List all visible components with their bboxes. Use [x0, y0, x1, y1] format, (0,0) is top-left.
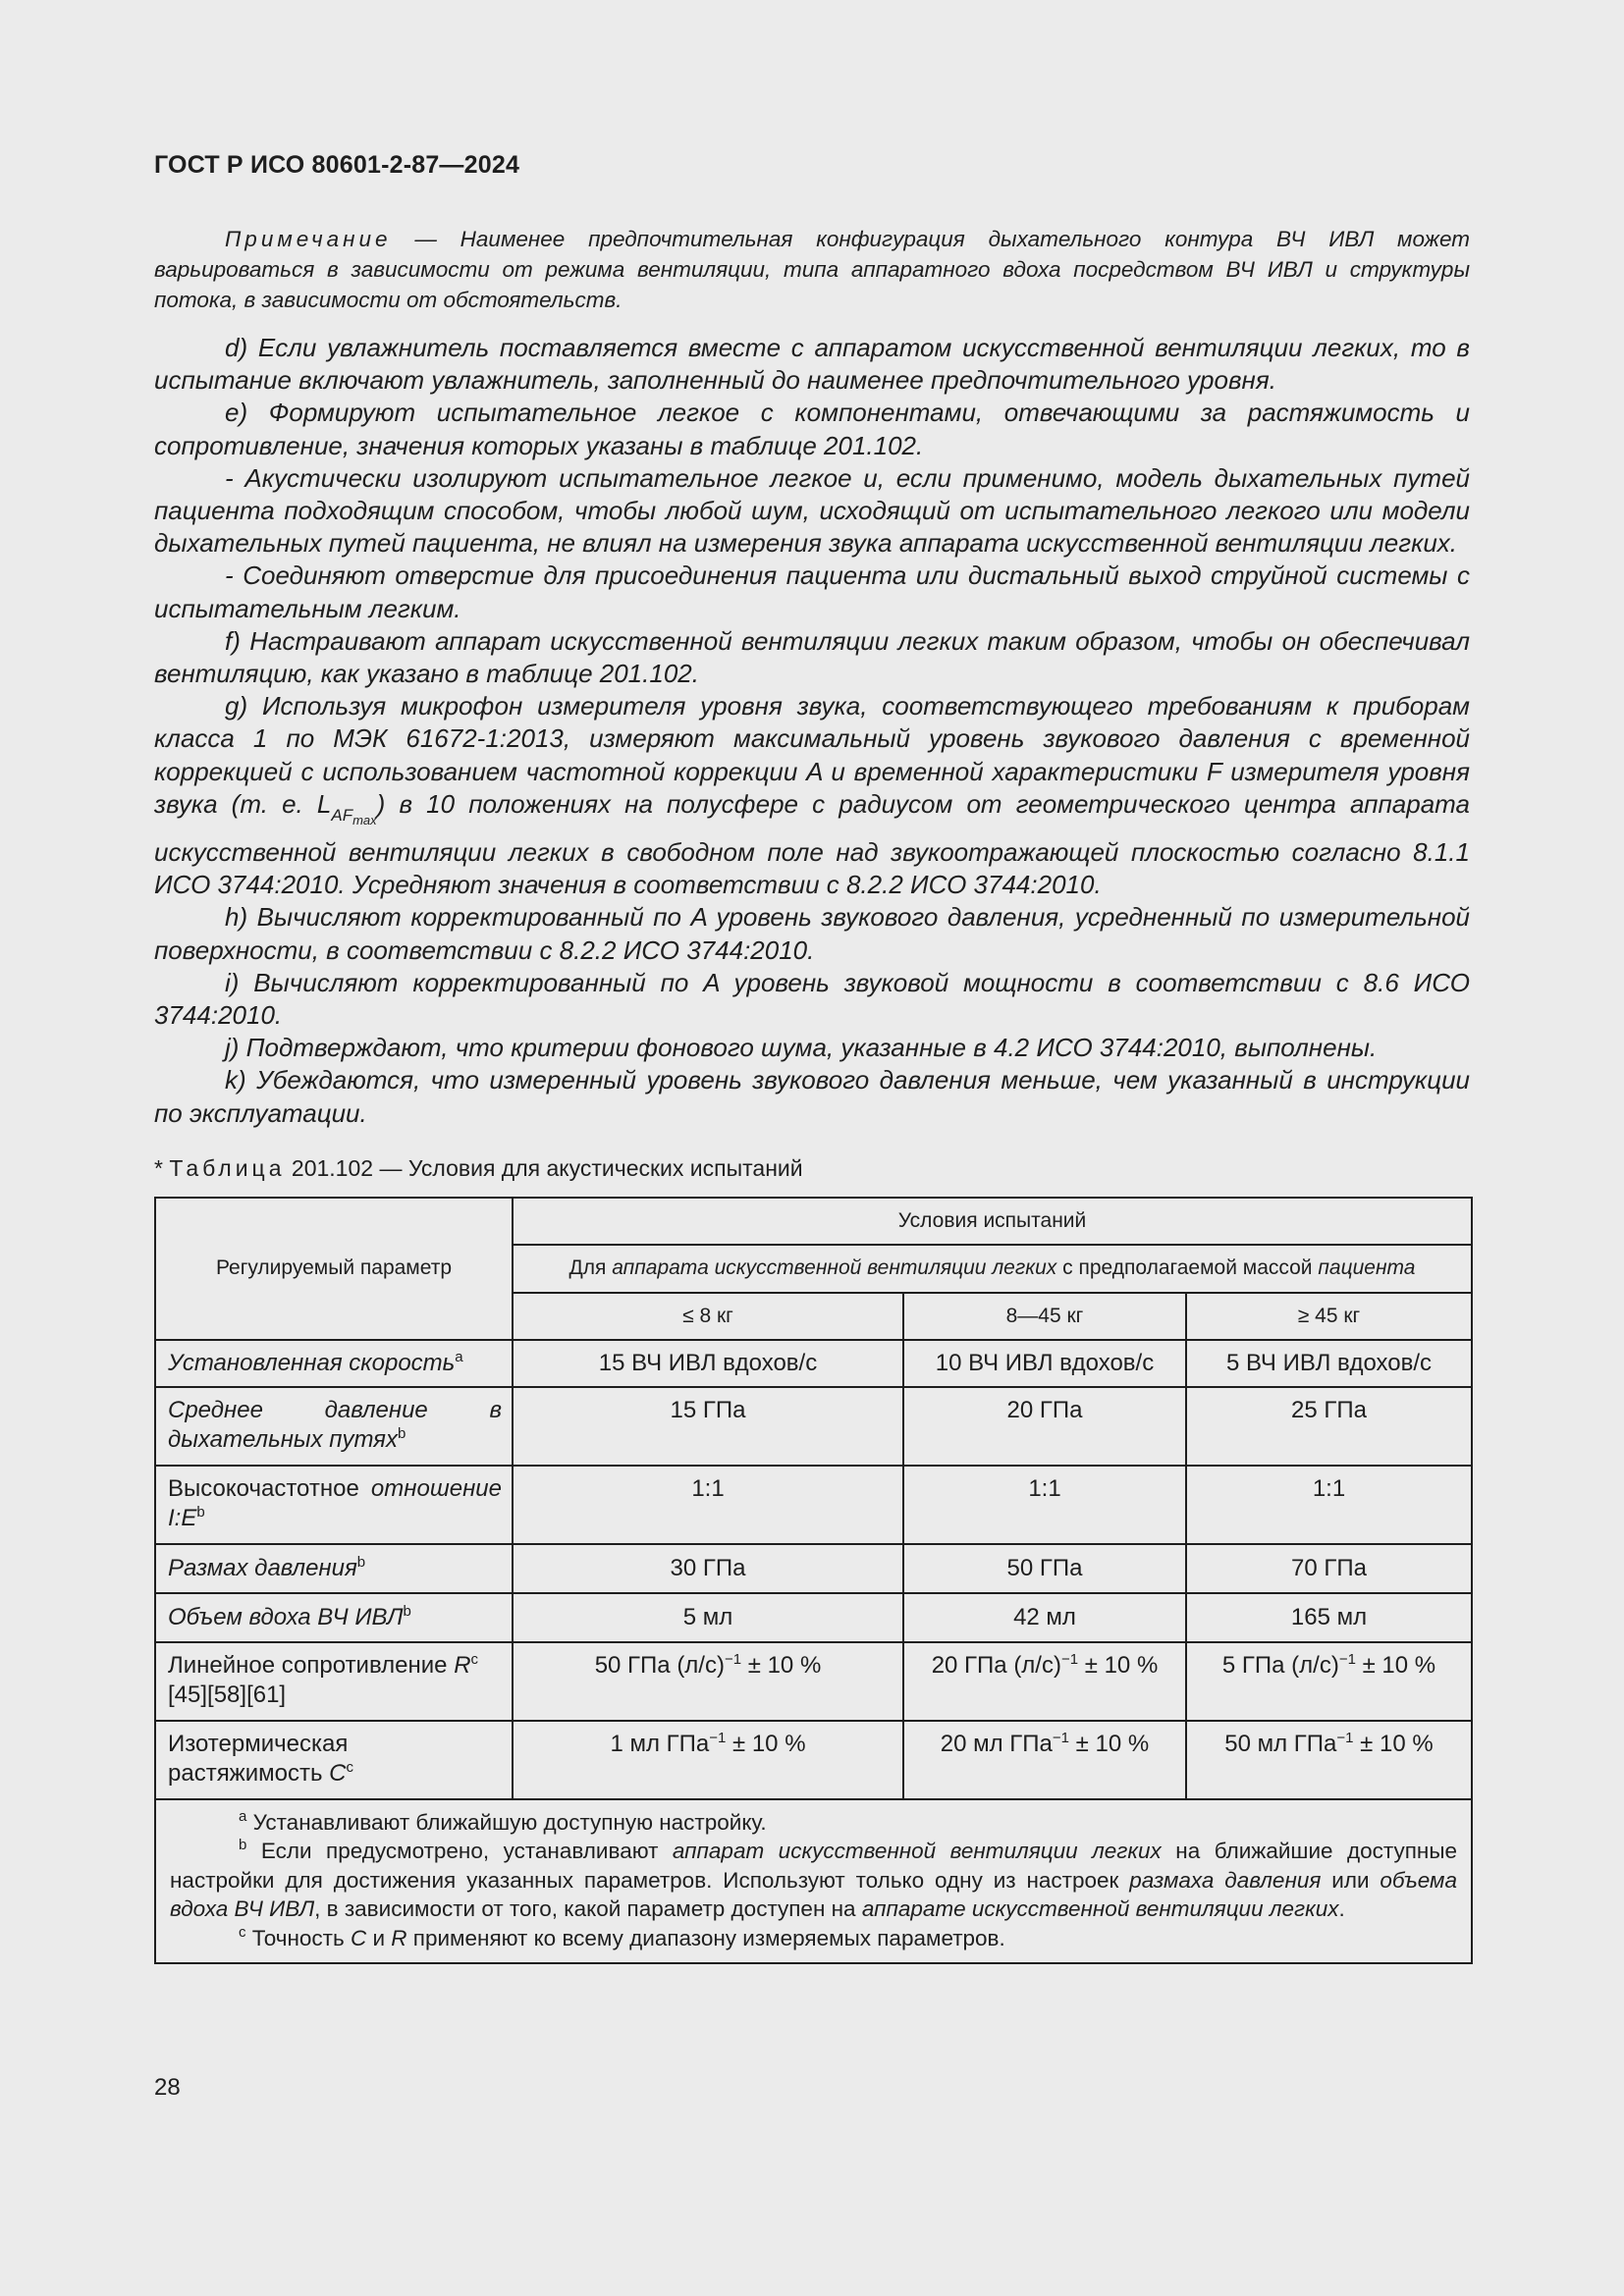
paragraph-isolate: - Акустически изолируют испытательное легкое и, если применимо, модель дыхательных путей пациента подходящим способом, чтобы любой шум, исходящий от испытательного легкого или модели дыхательных путей пациента, не влиял на измерения звука аппарата искусственной вентиляции легких. — [154, 462, 1470, 559]
paragraph-g-text-a: g) Используя микрофон измерителя уровня звука, соответствующего требованиям к приборам класса 1 по МЭК 61672-1:2013, измеряют максимальный уровень звукового давления с временной коррекцией с использованием частотной коррекции A и временной характеристики F измерителя уровня звука (т. е. L — [154, 691, 1470, 819]
footnote-b-term: аппарате искусственной вентиляции легких — [861, 1896, 1339, 1922]
value-cell: 5 мл — [513, 1593, 903, 1642]
footnote-mark: b — [398, 1424, 406, 1442]
paragraph-i: i) Вычисляют корректированный по A уровень звуковой мощности в соответствии с 8.6 ИСО 3744:2010. — [154, 967, 1470, 1031]
value-cell — [903, 1721, 1186, 1799]
footnote-mark: b — [403, 1602, 411, 1620]
value-cell — [513, 1721, 903, 1799]
paragraph-k: k) Убеждаются, что измеренный уровень звукового давления меньше, чем указанный в инструкции по эксплуатации. — [154, 1065, 1470, 1128]
value-cell: 30 ГПа — [513, 1544, 903, 1593]
value-exponent: −1 — [1052, 1729, 1070, 1746]
footnote-a-mark: a — [239, 1807, 247, 1825]
page-number: 28 — [154, 2074, 181, 2101]
value-cell: 1:1 — [1186, 1466, 1472, 1544]
value-exponent: −1 — [724, 1650, 742, 1668]
footnote-mark: b — [196, 1503, 205, 1521]
paragraph-d: d) Если увлажнитель поставляется вместе с аппаратом искусственной вентиляции легких, то в испытание включают увлажнитель, заполненный до наименее предпочтительного уровня. — [154, 333, 1470, 396]
paragraph-f: f) Настраивают аппарат искусственной вентиляции легких таким образом, чтобы он обеспечивал вентиляцию, как указано в таблице 201.102. — [154, 625, 1470, 689]
value-tolerance: ± 10 % — [1355, 1651, 1436, 1679]
footnote-c — [170, 1924, 1457, 1953]
footnote-b-mark: b — [239, 1837, 247, 1854]
value-tolerance: ± 10 % — [1078, 1651, 1159, 1679]
param-cell — [155, 1642, 513, 1721]
mass-subheader — [513, 1245, 1472, 1293]
table-row — [155, 1721, 1472, 1799]
footnote-b-text: или — [1321, 1867, 1380, 1893]
value-exponent: −1 — [1336, 1729, 1354, 1746]
param-text-italic: отношение I:E — [168, 1474, 502, 1531]
table-row — [155, 1544, 1472, 1593]
caption-label: Таблица — [169, 1154, 286, 1181]
value-cell — [513, 1642, 903, 1721]
value-text: 50 мл ГПа — [1224, 1730, 1337, 1757]
paragraph-g-text-b: ) в 10 положениях на полусфере с радиусом от геометрического центра аппарата искусственной вентиляции легких в свободном поле над звукоотражающей плоскостью согласно 8.1.1 ИСО 3744:2010. Усредняют значения в соответствии с 8.2.2 ИСО 3744:2010. — [154, 788, 1471, 900]
value-cell: 25 ГПа — [1186, 1387, 1472, 1466]
subscript-af — [331, 805, 377, 828]
conditions-table — [154, 1197, 1473, 1965]
paragraph-h: h) Вычисляют корректированный по A уровень звукового давления, усредненный по измерительной поверхности, в соответствии с 8.2.2 ИСО 3744:2010. — [154, 902, 1470, 965]
footnote-c-text: применяют ко всему диапазону измеряемых параметров. — [406, 1925, 1005, 1950]
footnote-c-mark: c — [239, 1923, 246, 1941]
table-header-row — [155, 1198, 1472, 1245]
value-cell — [1186, 1721, 1472, 1799]
body-text — [154, 332, 1470, 1130]
footnote-b — [170, 1837, 1457, 1924]
subheader-text-a: Для — [568, 1256, 613, 1280]
table-footnotes-row — [155, 1799, 1472, 1964]
value-cell — [1186, 1642, 1472, 1721]
param-text: Линейное сопротивление — [168, 1651, 455, 1679]
table-caption — [154, 1152, 1470, 1184]
note-text: — Наименее предпочтительная конфигурация дыхательного контура ВЧ ИВЛ может варьироваться в зависимости от режима вентиляции, типа аппаратного вдоха посредством ВЧ ИВЛ и структуры потока, в зависимости от обстоятельств. — [154, 227, 1470, 312]
footnote-b-term: размаха давления — [1129, 1867, 1322, 1893]
footnote-mark: a — [455, 1348, 463, 1365]
value-exponent: −1 — [709, 1729, 727, 1746]
table-row — [155, 1466, 1472, 1544]
footnote-c-text: и — [366, 1925, 392, 1950]
table-row — [155, 1593, 1472, 1642]
footnote-c-text: Точность — [245, 1925, 351, 1950]
footnote-c-symbol: C — [350, 1925, 367, 1950]
param-text: Установленная скорость — [168, 1349, 456, 1376]
footnote-b-text: . — [1338, 1896, 1345, 1922]
page-content — [154, 224, 1470, 1964]
note-paragraph — [154, 224, 1470, 315]
param-cell — [155, 1544, 513, 1593]
value-text: 1 мл ГПа — [610, 1730, 710, 1757]
paragraph-e: e) Формируют испытательное легкое с компонентами, отвечающими за растяжимость и сопротивление, значения которых указаны в таблице 201.102. — [154, 398, 1470, 460]
param-text: Среднее давление в дыхательных путях — [168, 1396, 502, 1453]
value-cell: 5 ВЧ ИВЛ вдохов/с — [1186, 1340, 1472, 1387]
paragraph-connect: - Соединяют отверстие для присоединения пациента или дистальный выход струйной системы с испытательным легким. — [154, 561, 1470, 623]
value-text: 20 мл ГПа — [940, 1730, 1053, 1757]
document-header: ГОСТ Р ИСО 80601-2-87—2024 — [154, 151, 520, 179]
subheader-text-c: с предполагаемой массой — [1056, 1256, 1319, 1280]
footnote-b-term: объема вдоха ВЧ ИВЛ — [170, 1867, 1457, 1922]
param-text: Размах давления — [168, 1554, 357, 1581]
subheader-text-b: аппарата искусственной вентиляции легких — [612, 1256, 1057, 1280]
value-exponent: −1 — [1338, 1650, 1356, 1668]
param-header: Регулируемый параметр — [155, 1198, 513, 1340]
value-tolerance: ± 10 % — [741, 1651, 822, 1679]
table-row — [155, 1387, 1472, 1466]
footnote-a — [170, 1808, 1457, 1838]
param-cell — [155, 1721, 513, 1799]
value-cell: 1:1 — [903, 1466, 1186, 1544]
value-text: 5 ГПа (л/с) — [1221, 1651, 1339, 1679]
table-row — [155, 1340, 1472, 1387]
value-tolerance: ± 10 % — [1069, 1730, 1150, 1757]
value-cell: 50 ГПа — [903, 1544, 1186, 1593]
note-label: Примечание — [225, 227, 392, 251]
param-text: Высокочастотное — [168, 1474, 371, 1502]
footnote-b-text: на ближайшие доступные настройки для достижения указанных параметров. Используют только одну из настроек — [170, 1839, 1458, 1893]
col-header-2: 8—45 кг — [903, 1293, 1186, 1340]
footnote-mark: b — [356, 1553, 366, 1571]
param-cell — [155, 1593, 513, 1642]
value-text: 20 ГПа (л/с) — [931, 1651, 1061, 1679]
value-cell: 165 мл — [1186, 1593, 1472, 1642]
param-symbol: R — [454, 1651, 471, 1679]
table-row — [155, 1642, 1472, 1721]
value-cell: 70 ГПа — [1186, 1544, 1472, 1593]
value-text: 50 ГПа (л/с) — [594, 1651, 725, 1679]
param-symbol: C — [329, 1759, 347, 1787]
conditions-header: Условия испытаний — [513, 1198, 1472, 1245]
value-exponent: −1 — [1060, 1650, 1079, 1668]
footnote-mark: c — [470, 1650, 479, 1668]
param-text: Изотермическая растяжимость — [168, 1730, 349, 1787]
paragraph-j: j) Подтверждают, что критерии фонового шума, указанные в 4.2 ИСО 3744:2010, выполнены. — [225, 1033, 1378, 1063]
subscript-af-text: AF — [331, 805, 353, 825]
subscript-max: max — [352, 812, 377, 828]
value-cell: 42 мл — [903, 1593, 1186, 1642]
param-cell — [155, 1466, 513, 1544]
value-cell: 20 ГПа — [903, 1387, 1186, 1466]
value-cell: 15 ВЧ ИВЛ вдохов/с — [513, 1340, 903, 1387]
value-cell: 15 ГПа — [513, 1387, 903, 1466]
param-text: Объем вдоха ВЧ ИВЛ — [168, 1603, 404, 1630]
param-cell — [155, 1340, 513, 1387]
footnote-b-text: , в зависимости от того, какой параметр доступен на — [314, 1896, 862, 1922]
footnote-b-term: аппарат искусственной вентиляции легких — [672, 1839, 1162, 1864]
paragraph-g — [154, 690, 1470, 901]
param-cell — [155, 1387, 513, 1466]
table-footnotes — [155, 1799, 1472, 1964]
col-header-1: ≤ 8 кг — [513, 1293, 903, 1340]
footnote-c-symbol: R — [391, 1925, 407, 1950]
caption-prefix: * — [154, 1154, 170, 1181]
caption-text: 201.102 — Условия для акустических испытаний — [285, 1154, 803, 1181]
param-refs: [45][58][61] — [168, 1681, 287, 1708]
value-tolerance: ± 10 % — [1353, 1730, 1434, 1757]
subheader-text-d: пациента — [1318, 1256, 1416, 1280]
value-cell: 10 ВЧ ИВЛ вдохов/с — [903, 1340, 1186, 1387]
footnote-mark: c — [346, 1758, 353, 1776]
footnote-a-text: Устанавливают ближайшую доступную настройку. — [246, 1809, 767, 1835]
col-header-3: ≥ 45 кг — [1186, 1293, 1472, 1340]
value-tolerance: ± 10 % — [726, 1730, 806, 1757]
value-cell — [903, 1642, 1186, 1721]
value-cell: 1:1 — [513, 1466, 903, 1544]
footnote-b-text: Если предусмотрено, устанавливают — [246, 1839, 673, 1864]
